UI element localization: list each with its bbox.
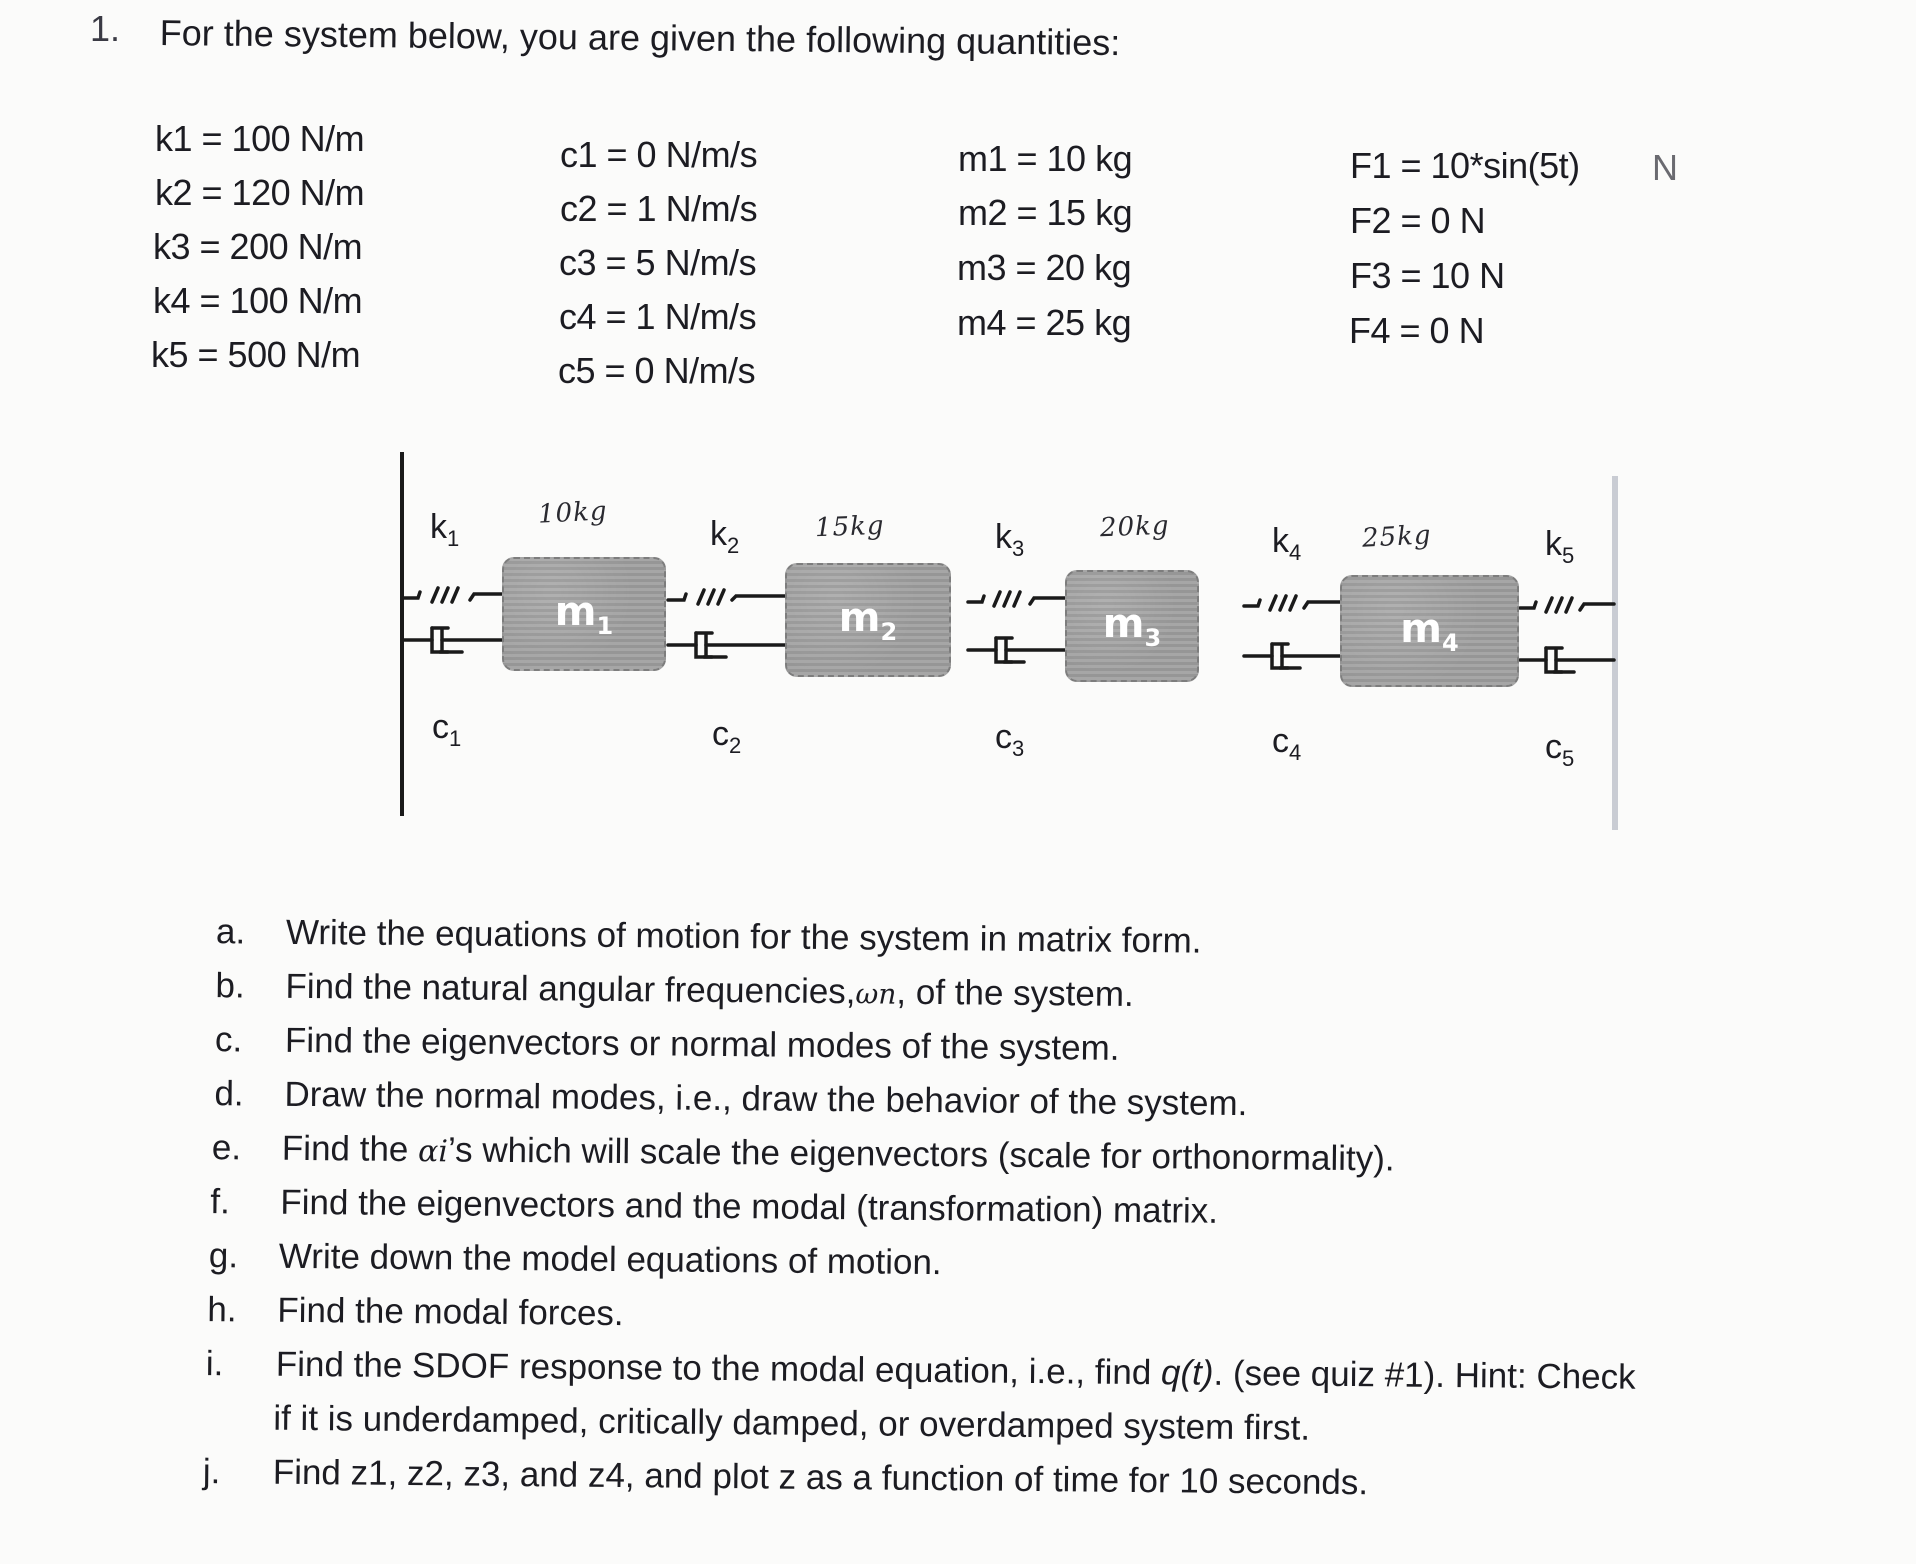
omega-n-symbol: ωn (855, 977, 897, 1011)
question-text: Write down the model equations of motion. (278, 1236, 942, 1283)
question-text: Find z1, z2, z3, and z4, and plot z as a function of time for 10 seconds. (272, 1452, 1369, 1503)
question-text: Draw the normal modes, i.e., draw the behavior of the system. (284, 1074, 1248, 1124)
k4-value: k4 = 100 N/m (153, 280, 363, 321)
question-continuation: if it is underdamped, critically damped, or overdamped system first. (273, 1398, 1311, 1448)
question-letter: c. (214, 1020, 243, 1060)
question-letter: i. (205, 1344, 224, 1384)
spring-label-k5: $k_5$ (1545, 525, 1575, 568)
question-letter: h. (207, 1290, 237, 1330)
k1-value: k1 = 100 N/m (155, 118, 365, 159)
q-of-t-symbol: q(t) (1160, 1353, 1214, 1393)
problem-intro: For the system below, you are given the following quantities: (159, 12, 1121, 64)
f2-value: F2 = 0 N (1350, 200, 1486, 241)
m4-value: m4 = 25 kg (957, 302, 1132, 343)
damper-label-c4: $c_4$ (1272, 722, 1302, 765)
c2-value: c2 = 1 N/m/s (560, 188, 758, 229)
f1-value: F1 = 10*sin(5t) (1350, 145, 1580, 186)
c1-value: c1 = 0 N/m/s (560, 134, 758, 175)
question-text: Find the eigenvectors and the modal (transformation) matrix. (280, 1182, 1219, 1231)
k3-value: k3 = 200 N/m (153, 226, 363, 267)
k5-value: k5 = 500 N/m (151, 334, 361, 375)
f4-value: F4 = 0 N (1349, 310, 1485, 351)
problem-number: 1. (90, 8, 121, 49)
m2-value: m2 = 15 kg (958, 192, 1133, 233)
question-letter: g. (208, 1236, 239, 1276)
mass-block-label: $m_4$ (1400, 605, 1459, 657)
mass-block-label: $m_2$ (838, 594, 898, 646)
mass-block-label: $m_3$ (1102, 600, 1162, 652)
question-letter: d. (214, 1074, 244, 1114)
mass-block-label: $m_1$ (554, 588, 614, 640)
question-text: Find the natural angular frequencies,ωn, of the system. (285, 966, 1134, 1014)
c3-value: c3 = 5 N/m/s (559, 242, 757, 283)
question-letter: f. (210, 1182, 231, 1222)
question-letter: e. (211, 1128, 242, 1168)
question-letter: j. (202, 1452, 221, 1492)
f1-unit: N (1652, 147, 1678, 188)
question-text: Write the equations of motion for the system in matrix form. (285, 912, 1202, 961)
k2-value: k2 = 120 N/m (155, 172, 365, 213)
c4-value: c4 = 1 N/m/s (559, 296, 757, 337)
question-text: Find the modal forces. (277, 1290, 624, 1334)
handwritten-mass-m1: 10kg (537, 496, 609, 530)
question-text: Find the eigenvectors or normal modes of the system. (284, 1020, 1120, 1068)
damper-label-c5: $c_5$ (1545, 728, 1575, 771)
handwritten-mass-m2: 15kg (814, 510, 885, 544)
question-letter: b. (215, 966, 245, 1006)
m3-value: m3 = 20 kg (957, 247, 1132, 288)
f3-value: F3 = 10 N (1350, 255, 1505, 296)
m1-value: m1 = 10 kg (958, 138, 1133, 179)
damper-label-c2: $c_2$ (712, 715, 742, 758)
c5-value: c5 = 0 N/m/s (558, 350, 756, 391)
handwritten-mass-m4: 25kg (1361, 520, 1433, 554)
spring-label-k3: $k_3$ (995, 518, 1025, 561)
question-letter: a. (215, 912, 246, 952)
question-text: Find the SDOF response to the modal equation, i.e., find q(t). (see quiz #1). Hint: Check (275, 1344, 1636, 1397)
damper-label-c1: $c_1$ (432, 708, 462, 751)
handwritten-mass-m3: 20kg (1099, 510, 1170, 544)
spring-label-k2: $k_2$ (710, 515, 740, 558)
spring-label-k1: $k_1$ (430, 508, 460, 551)
damper-label-c3: $c_3$ (995, 718, 1025, 761)
spring-label-k4: $k_4$ (1272, 522, 1302, 565)
alpha-i-symbol: αi (417, 1134, 449, 1170)
question-text: Find the αi’s which will scale the eigenvectors (scale for orthonormality). (281, 1128, 1395, 1179)
